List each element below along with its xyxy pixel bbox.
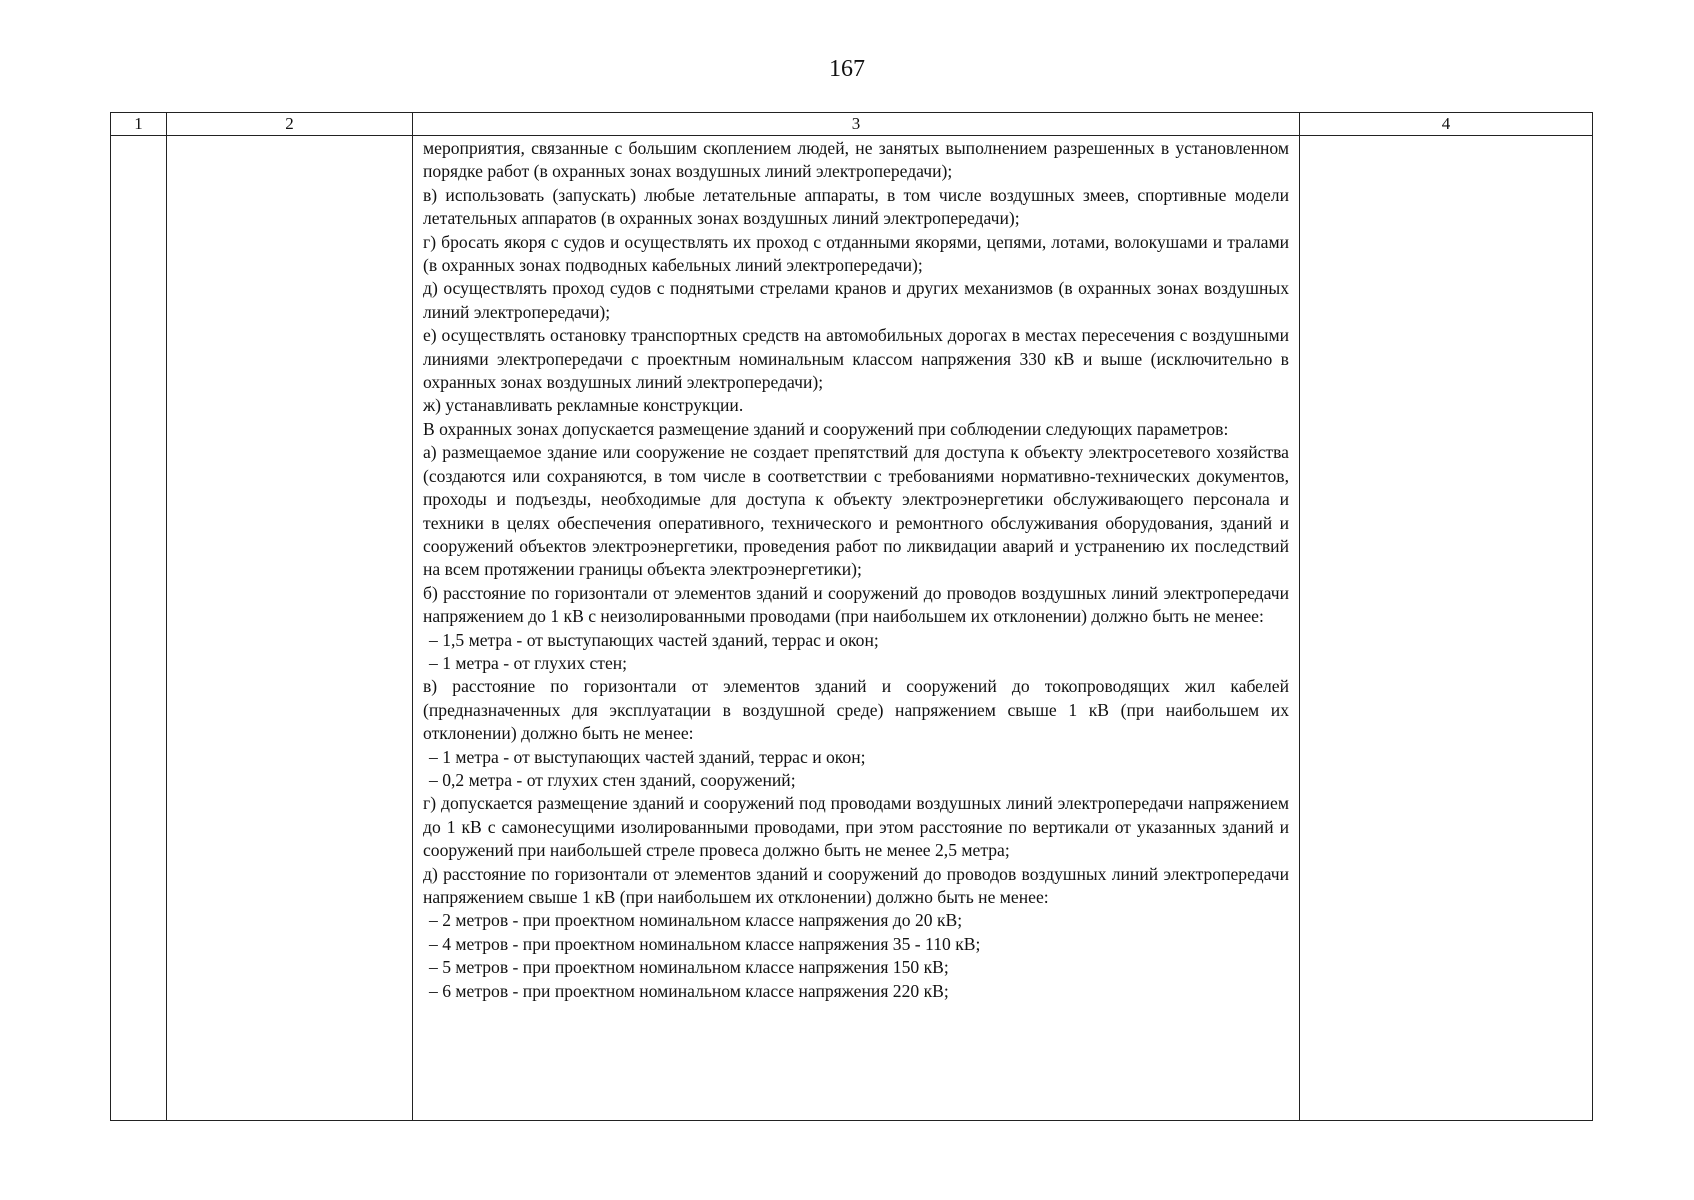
header-col-2: 2 xyxy=(167,113,413,136)
paragraph: б) расстояние по горизонтали от элементов зданий и сооружений до проводов воздушных линий электропередачи напряжением до 1 кВ с неизолированными проводами (при наибольшем их отклонении) должно быть не менее: xyxy=(423,582,1289,627)
paragraph: д) расстояние по горизонтали от элементов зданий и сооружений до проводов воздушных линий электропередачи напряжением свыше 1 кВ (при наибольшем их отклонении) должно быть не менее: xyxy=(423,863,1289,907)
cell-col-2 xyxy=(167,136,413,1121)
table-body-row xyxy=(111,136,1593,1121)
list-item: – 1,5 метра - от выступающих частей зданий, террас и окон; xyxy=(429,629,879,650)
header-col-3: 3 xyxy=(413,113,1300,136)
paragraph: ж) устанавливать рекламные конструкции. xyxy=(423,395,744,416)
paragraph: а) размещаемое здание или сооружение не создает препятствий для доступа к объекту электросетевого хозяйства (создаются или сохраняются, в том числе в соответствии с требованиями нормативно-технических документов, проходы и подъезды, необходимые для доступа к объекту электроэнергетики обслуживающего персонала и техники в целях обеспечения оперативного, технического и ремонтного обслуживания оборудования, зданий и сооружений объектов электроэнергетики, проведения работ по ликвидации аварий и устранению их последствий на всем протяжении границы объекта электроэнергетики); xyxy=(423,442,1289,580)
header-col-4: 4 xyxy=(1300,113,1593,136)
list-item: – 0,2 метра - от глухих стен зданий, сооружений; xyxy=(429,769,796,790)
page-number: 167 xyxy=(829,56,865,82)
paragraph: г) бросать якоря с судов и осуществлять их проход с отданными якорями, цепями, лотами, волокушами и тралами (в охранных зонах подводных кабельных линий электропередачи); xyxy=(423,231,1289,276)
list-item: – 5 метров - при проектном номинальном классе напряжения 150 кВ; xyxy=(429,957,949,978)
cell-col-3 xyxy=(413,136,1300,1121)
paragraph: в) использовать (запускать) любые летательные аппараты, в том числе воздушных змеев, спортивные модели летательных аппаратов (в охранных зонах воздушных линий электропередачи); xyxy=(423,184,1289,229)
paragraph: мероприятия, связанные с большим скоплением людей, не занятых выполнением разрешенных в установленном порядке работ (в охранных зонах воздушных линий электропередачи); xyxy=(423,138,1289,182)
document-table xyxy=(110,112,1593,1121)
list-item: – 6 метров - при проектном номинальном классе напряжения 220 кВ; xyxy=(429,980,949,1001)
list-item: – 1 метра - от глухих стен; xyxy=(429,652,628,673)
list-item: – 1 метра - от выступающих частей зданий, террас и окон; xyxy=(429,746,866,767)
paragraph: е) осуществлять остановку транспортных средств на автомобильных дорогах в местах пересечения с воздушными линиями электропередачи с проектным номинальным классом напряжения 330 кВ и выше (исключительно в охранных зонах воздушных линий электропередачи); xyxy=(423,325,1289,393)
cell-col-4 xyxy=(1300,136,1593,1121)
cell-col-1 xyxy=(111,136,167,1121)
list-item: – 2 метров - при проектном номинальном классе напряжения до 20 кВ; xyxy=(429,910,963,931)
list-item: – 4 метров - при проектном номинальном классе напряжения 35 - 110 кВ; xyxy=(429,933,981,954)
header-col-1: 1 xyxy=(111,113,167,136)
paragraph: В охранных зонах допускается размещение зданий и сооружений при соблюдении следующих параметров: xyxy=(423,418,1229,439)
table-header-row xyxy=(111,113,1593,136)
paragraph: д) осуществлять проход судов с поднятыми стрелами кранов и других механизмов (в охранных зонах воздушных линий электропередачи); xyxy=(423,278,1289,322)
paragraph: в) расстояние по горизонтали от элементов зданий и сооружений до токопроводящих жил кабелей (предназначенных для эксплуатации в воздушной среде) напряжением свыше 1 кВ (при наибольшем их отклонении) должно быть не менее: xyxy=(423,676,1289,744)
paragraph: г) допускается размещение зданий и сооружений под проводами воздушных линий электропередачи напряжением до 1 кВ с самонесущими изолированными проводами, при этом расстояние по вертикали от указанных зданий и сооружений при наибольшей стреле провеса должно быть не менее 2,5 метра; xyxy=(423,793,1289,861)
